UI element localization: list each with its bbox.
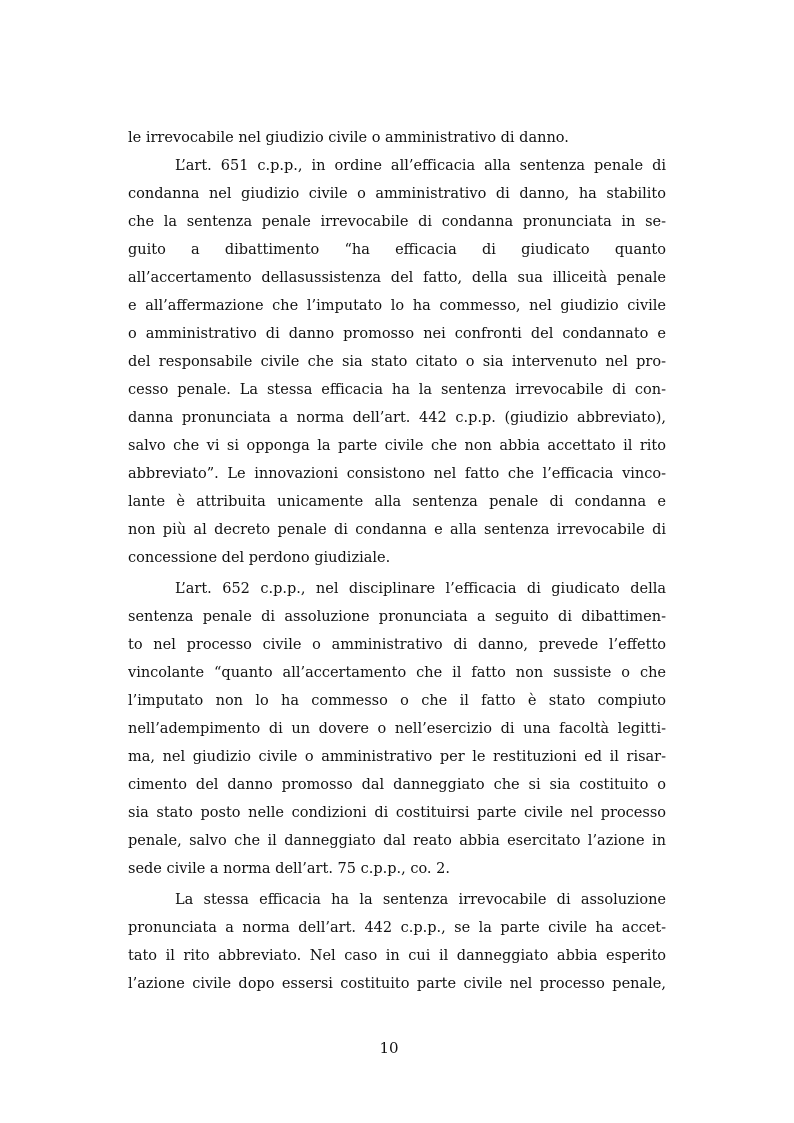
text-line: to nel processo civile o amministrativo di danno, prevede l’effetto (128, 637, 666, 653)
text-line: all’accertamento dellasussistenza del fatto, della sua illiceità penale (128, 270, 666, 286)
text-line: l’imputato non lo ha commesso o che il fatto è stato compiuto (128, 693, 666, 709)
text-line: ma, nel giudizio civile o amministrativo per le restituzioni ed il risar- (128, 749, 666, 765)
paragraph-art-652 (128, 575, 666, 883)
text-line: tato il rito abbreviato. Nel caso in cui il danneggiato abbia esperito (128, 948, 666, 964)
text-line: le irrevocabile nel giudizio civile o amministrativo di danno. (128, 130, 569, 146)
text-line: sia stato posto nelle condizioni di costituirsi parte civile nel processo (128, 805, 666, 821)
text-line: cimento del danno promosso dal danneggiato che si sia costituito o (128, 777, 666, 793)
text-line: La stessa efficacia ha la sentenza irrevocabile di assoluzione (175, 892, 666, 908)
paragraph-art-651 (128, 152, 666, 572)
text-line: L’art. 651 c.p.p., in ordine all’efficacia alla sentenza penale di (175, 158, 666, 174)
body-text (128, 124, 666, 998)
text-line: sentenza penale di assoluzione pronunciata a seguito di dibattimen- (128, 609, 666, 625)
text-line: e all’affermazione che l’imputato lo ha commesso, nel giudizio civile (128, 298, 666, 314)
text-line: abbreviato”. Le innovazioni consistono nel fatto che l’efficacia vinco- (128, 466, 666, 482)
text-line: nell’adempimento di un dovere o nell’esercizio di una facoltà legitti- (128, 721, 666, 737)
text-line: non più al decreto penale di condanna e alla sentenza irrevocabile di (128, 522, 666, 538)
text-line: danna pronunciata a norma dell’art. 442 c.p.p. (giudizio abbreviato), (128, 410, 666, 426)
page-number: 10 (379, 1039, 399, 1057)
text-line: cesso penale. La stessa efficacia ha la sentenza irrevocabile di con- (128, 382, 666, 398)
text-line: vincolante “quanto all’accertamento che il fatto non sussiste o che (128, 665, 666, 681)
text-line: che la sentenza penale irrevocabile di condanna pronunciata in se- (128, 214, 666, 230)
paragraph-assoluzione (128, 886, 666, 998)
text-line: lante è attribuita unicamente alla sentenza penale di condanna e (128, 494, 666, 510)
text-line: del responsabile civile che sia stato citato o sia intervenuto nel pro- (128, 354, 666, 370)
text-line: L’art. 652 c.p.p., nel disciplinare l’efficacia di giudicato della (175, 581, 666, 597)
text-line: concessione del perdono giudiziale. (128, 550, 391, 566)
text-line: l’azione civile dopo essersi costituito parte civile nel processo penale, (128, 976, 666, 992)
text-line: pronunciata a norma dell’art. 442 c.p.p., se la parte civile ha accet- (128, 920, 666, 936)
text-line: penale, salvo che il danneggiato dal reato abbia esercitato l’azione in (128, 833, 666, 849)
text-line: guito a dibattimento “ha efficacia di giudicato quanto (128, 242, 666, 258)
text-line: condanna nel giudizio civile o amministrativo di danno, ha stabilito (128, 186, 666, 202)
text-line: o amministrativo di danno promosso nei confronti del condannato e (128, 326, 666, 342)
text-line: sede civile a norma dell’art. 75 c.p.p., co. 2. (128, 861, 450, 877)
text-line: salvo che vi si opponga la parte civile che non abbia accettato il rito (128, 438, 666, 454)
paragraph-continued (128, 124, 666, 152)
